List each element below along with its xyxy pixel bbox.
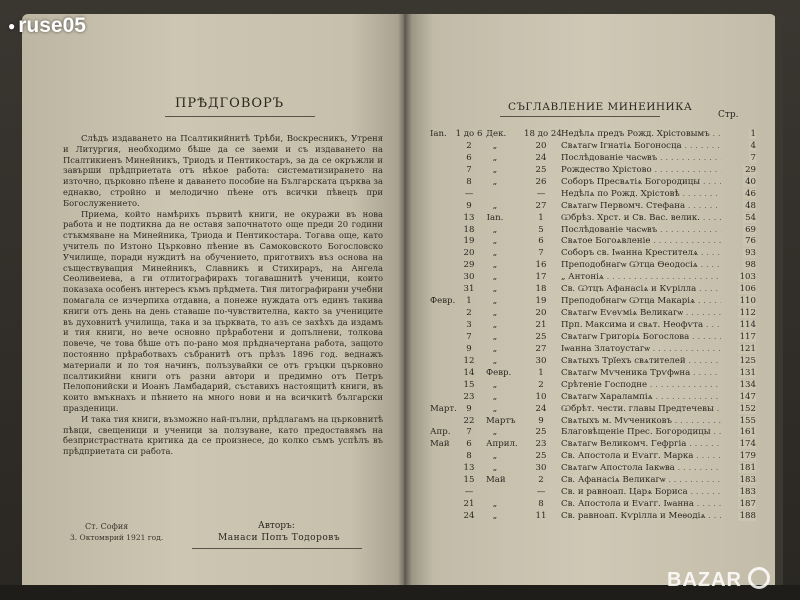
toc-month-old: „	[492, 164, 498, 175]
toc-page-cell	[722, 355, 756, 367]
toc-month-old: „	[492, 260, 498, 271]
toc-page-cell	[722, 283, 756, 295]
toc-page-cell	[722, 259, 756, 271]
toc-month-old: Ian.	[486, 212, 504, 223]
toc-day-old: 11	[535, 511, 547, 521]
toc-page-cell	[722, 176, 756, 188]
toc-day-old: 25	[535, 427, 547, 438]
toc-page-number: 7	[750, 152, 756, 163]
toc-day-old: 23	[535, 439, 547, 450]
toc-month-new: Март.	[430, 403, 457, 414]
toc-page-number: 4	[750, 140, 756, 151]
toc-page-cell	[722, 235, 756, 247]
toc-page-cell	[722, 486, 756, 498]
toc-page-cell	[722, 128, 756, 140]
toc-entry-title: Свѧтыхъ м. Мѵчениковъ . . .	[561, 415, 721, 427]
toc-day-old: 2	[538, 475, 544, 486]
toc-page-number: 147	[739, 391, 756, 402]
toc-row	[430, 415, 756, 427]
toc-month-old: Май	[486, 475, 506, 486]
toc-page-number: 183	[739, 487, 756, 498]
toc-page-cell	[722, 271, 756, 283]
toc-page-number: 152	[739, 403, 756, 414]
toc-entry-title: Св. Ѡтцъ Афанасіѧ и Кѵрілла . . .	[561, 283, 721, 295]
toc-page-number: 40	[745, 176, 756, 187]
title-rule	[165, 116, 315, 117]
toc-month-old: „	[492, 403, 498, 414]
toc-page-number: 179	[739, 451, 756, 462]
toc-page-cell	[722, 224, 756, 236]
toc-row	[430, 128, 756, 140]
toc-day-new: 9	[466, 200, 472, 211]
watermark: ● ruse05	[8, 14, 86, 37]
toc-day-new: 20	[463, 248, 475, 259]
toc-day-new: 8	[466, 451, 472, 462]
toc-page-cell	[722, 403, 756, 415]
preface-text	[63, 133, 383, 457]
toc-page-number: 125	[739, 355, 756, 366]
toc-title: СЪГЛАВЛЕНИЕ МИНЕИНИКА	[508, 101, 693, 113]
toc-day-old: 26	[535, 176, 547, 187]
toc-month-old: „	[492, 320, 498, 330]
toc-page-number: 93	[745, 248, 756, 259]
toc-page-number: 181	[739, 463, 756, 474]
toc-day-new: 21	[463, 499, 475, 510]
preface-title: ПРѢДГОВОРЪ	[175, 96, 285, 111]
toc-page-cell	[722, 415, 756, 427]
toc-month-old: Февр.	[486, 367, 512, 378]
toc-page-number: 110	[739, 296, 756, 307]
toc-page-number: 76	[745, 236, 756, 247]
toc-day-new: 13	[463, 463, 475, 474]
toc-entry-title: Ѡбрѣз. Хрст. и Св. Вас. велик. . . .	[561, 212, 721, 224]
toc-day-old: —	[536, 487, 546, 498]
author-name: Манаси Попъ Тодоровъ	[218, 533, 341, 543]
toc-entry-title: Свѧтыхъ Трїехъ свѧтителей . . .	[561, 355, 721, 367]
toc-month-old: „	[492, 463, 498, 474]
toc-month-old: Мартъ	[486, 415, 516, 426]
toc-row	[430, 486, 756, 498]
toc-day-new: 8	[466, 176, 472, 187]
toc-month-old: „	[492, 308, 498, 319]
toc-row	[430, 355, 756, 367]
toc-month-old: „	[492, 355, 498, 366]
author-rule	[192, 548, 362, 549]
cover-edge	[775, 14, 783, 600]
toc-day-old: 5	[538, 224, 544, 235]
toc-month-old: „	[492, 176, 498, 187]
toc-page-cell	[722, 426, 756, 438]
toc-page-cell	[722, 450, 756, 462]
toc-day-new: 6	[466, 152, 472, 163]
preface-paragraph: И така тия книги, възможно най-пълни, прѣдлагамъ на църковнитѣ пѣвци, свещеници и ученици за ползуване, като предоставямъ на безпристрастната критика да се произнесе, до колко съмъ успѣлъ въ прѣдприетата си работа.	[63, 413, 383, 457]
toc-entry-title: Недѣлѧ предъ Рожд. Хрістовымъ . . .	[561, 128, 721, 140]
toc-entry-title: Свѧтагѡ Великомч. Гефргіа . . .	[561, 438, 721, 450]
preface-paragraph: Слѣдъ издаването на Псалтикийнитѣ Трѣби, Воскресникъ, Утреня и Литургия, необходимо бѣше да се заеми и съ издаването на Псалтикиенъ Минейникъ, Триодъ и Пентикостаръ, за да се окръжли и завърши прѣдприетата отъ нѣкое работа: систематизирането на източно, църковно пѣене и даването пособие на Българската църква за еднакво, стройно и мелодично пѣене отъ всички пѣвецъ при Богослужението.	[63, 133, 383, 208]
toc-day-old: 30	[535, 355, 547, 366]
toc-entry-title: Св. равноап. Кѵрілла и Меѳодіѧ . . .	[561, 510, 721, 522]
toc-page-number: 46	[745, 188, 756, 199]
toc-entry-title: Св. Апостола и Еѵагг. Іѡанна . . .	[561, 498, 721, 510]
toc-month-old: „	[492, 248, 498, 259]
toc-entry-title: Рождество Хрістово . . .	[561, 164, 721, 176]
toc-page-number: 183	[739, 475, 756, 486]
toc-day-old: 1	[538, 212, 544, 223]
toc-page-cell	[722, 307, 756, 319]
toc-page-number: 131	[739, 367, 756, 378]
toc-entry-title: Іѡанна Златоустагѡ . . .	[561, 343, 721, 355]
toc-day-new: 2	[466, 140, 472, 151]
toc-page-number: 98	[745, 260, 756, 271]
toc-page-cell	[722, 212, 756, 224]
toc-page-cell	[722, 438, 756, 450]
toc-page-cell	[722, 462, 756, 474]
toc-day-new: 7	[466, 427, 472, 438]
toc-row	[430, 367, 756, 379]
toc-month-old: „	[492, 236, 498, 247]
toc-entry-title: Соборъ св. Іѡанна Крестителѧ . . .	[561, 247, 721, 259]
toc-month-old: Април.	[486, 439, 518, 450]
toc-row	[430, 307, 756, 319]
toc-row	[430, 474, 756, 486]
toc-page-cell	[722, 391, 756, 403]
toc-day-old: 24	[535, 403, 547, 414]
toc-entry-title: Свѧтагѡ Первомч. Стефана . . .	[561, 200, 721, 212]
toc-page-cell	[722, 498, 756, 510]
toc-day-old: 27	[535, 200, 547, 211]
toc-month-old: „	[492, 152, 498, 163]
toc-day-new: 15	[463, 475, 475, 486]
toc-month-new: Апр.	[430, 427, 451, 438]
toc-month-old: „	[492, 140, 498, 151]
toc-page-number: 114	[739, 320, 756, 330]
toc-row	[430, 140, 756, 152]
toc-month-old: „	[492, 331, 498, 342]
toc-row	[430, 247, 756, 259]
toc-month-old: Дек.	[486, 129, 507, 139]
toc-page-number: 188	[739, 511, 756, 521]
toc-row	[430, 224, 756, 236]
bazar-logo	[667, 567, 770, 592]
toc-entry-title: Св. Апостола и Еѵагг. Марка . . .	[561, 450, 721, 462]
toc-day-old: 2	[538, 379, 544, 390]
toc-day-old: 9	[538, 415, 544, 426]
toc-month-new: Ian.	[430, 129, 447, 139]
toc-day-old: 19	[535, 296, 547, 307]
toc-day-new: 6	[466, 439, 472, 450]
toc-row	[430, 510, 756, 522]
author-label: Авторъ:	[258, 521, 295, 531]
toc-entry-title: Соборъ Пресвѧтіѧ Богородицы . . .	[561, 176, 721, 188]
toc-entry-title: Свѧтагѡ Харалампіѧ . . .	[561, 391, 721, 403]
toc-page-cell	[722, 188, 756, 200]
toc-day-old: 18 до 24	[524, 129, 562, 139]
toc-row	[430, 188, 756, 200]
toc-day-new: 14	[463, 367, 475, 378]
toc-month-old: „	[492, 499, 498, 510]
toc-entry-title: Послѣдованіе часѡвъ . . .	[561, 224, 721, 236]
toc-month-old: „	[492, 427, 498, 438]
toc-day-new: —	[464, 487, 474, 498]
toc-month-old: „	[492, 391, 498, 402]
toc-day-new: 15	[463, 379, 475, 390]
toc-month-old: „	[492, 379, 498, 390]
toc-month-new: Май	[430, 439, 450, 450]
toc-entry-title: Преподобнагѡ Ѡтца Ѳеодосіѧ . . .	[561, 259, 721, 271]
toc-day-old: 20	[535, 308, 547, 319]
toc-row	[430, 259, 756, 271]
toc-page-cell	[722, 140, 756, 152]
toc-page-number: 117	[739, 331, 756, 342]
toc-day-old: 10	[535, 391, 547, 402]
toc-row	[430, 379, 756, 391]
toc-entry-title: Свѧтагѡ Григоріѧ Богослова . . .	[561, 331, 721, 343]
toc-entry-title: Срѣтеніе Господне . . .	[561, 379, 721, 391]
toc-row	[430, 212, 756, 224]
toc-day-old: 18	[535, 284, 547, 295]
toc-day-old: 21	[535, 320, 547, 330]
toc-day-new: 18	[463, 224, 475, 235]
toc-entry-title: Св. Афанасіѧ Великагѡ . . .	[561, 474, 721, 486]
toc-day-new: 22	[463, 415, 475, 426]
toc-month-old: „	[492, 511, 498, 521]
toc-page-cell	[722, 510, 756, 522]
toc-row	[430, 164, 756, 176]
toc-page-cell	[722, 152, 756, 164]
toc-day-new: 9	[466, 343, 472, 354]
toc-entry-title: Прп. Максима и свѧт. Неофѵта . . .	[561, 319, 721, 331]
preface-paragraph: Приема, който намѣрихъ първитѣ книги, не окуражи въ нова работа и не подтикна да не оставя започнатото още преди 20 години стъкмяване на Минейника, Триода и Пентикостара. Тогава още, като учитель по Изтоно Църковно пѣение въ Самоковското Богословско Училище, поради нуждитѣ на обучението, приготвихъ въз основа на съществуващия Минейникъ, Славникъ и Стихираръ, на Ангела Сеоливеиева, а ги отлитографирахъ тогавашнитѣ ученици, които показаха особенъ интересъ къмъ прѣдмета. Тия литографирани учебни помагала се изчерпиха отдавна, а понеже нуждата отъ единъ такива книги отъ день на день ставаше по-чувствителна, както за учениците въ духовнитѣ училища, така и за църквата, то азъ се захѣхъ да издамъ и тия книги, но вече основно прѣработени и допълнени, толкова повече, че това бѣше отъ по-рано моя прѣдначертана работа, защото постоянно прѣработвахъ събранитѣ отъ прѣзъ 1896 год. веднажъ материали и по тоя начинъ, полъзувайки се отъ гръцки църковно псалтикийни книги отъ разни автори и предимно отъ Петръ Пелопонийски и Иоанъ Ламбадарий, съставихъ настоящитѣ книги, въ които вмъкнахъ и пѣнието на много нови и на всичкитѣ български празденици.	[63, 208, 383, 413]
toc-row	[430, 235, 756, 247]
toc-page-number: 155	[739, 415, 756, 426]
toc-day-new: 7	[466, 331, 472, 342]
toc-day-new: 7	[466, 164, 472, 175]
toc-page-cell	[722, 343, 756, 355]
toc-entry-title: Свѧтое Богоѧвленіе . . .	[561, 235, 721, 247]
toc-page-cell	[722, 367, 756, 379]
toc-page-number: 112	[739, 308, 756, 319]
toc-day-new: 9	[466, 403, 472, 414]
toc-day-new: 24	[463, 511, 475, 521]
toc-day-old: 8	[538, 499, 544, 510]
toc-day-old: 6	[538, 236, 544, 247]
toc-day-old: 25	[535, 331, 547, 342]
toc-row	[430, 403, 756, 415]
toc-title-rule	[500, 116, 660, 117]
toc-page-number: 69	[745, 224, 756, 235]
toc-page-number: 29	[745, 164, 756, 175]
toc-row	[430, 498, 756, 510]
toc-row	[430, 176, 756, 188]
toc-day-new: 3	[466, 320, 472, 330]
book-gutter	[398, 14, 412, 600]
toc-page-number: 121	[739, 343, 756, 354]
toc-page-cell	[722, 331, 756, 343]
toc-row	[430, 283, 756, 295]
toc-row	[430, 200, 756, 212]
toc-entry-title: Свѧтагѡ Ігнатіѧ Богоносца . . .	[561, 140, 721, 152]
toc-entry-title: „ Антоніѧ . . .	[561, 271, 721, 283]
toc-day-old: 25	[535, 451, 547, 462]
toc-entry-title: Свѧтагѡ Мѵченика Трѵфѡна . . .	[561, 367, 721, 379]
toc-day-new: 13	[463, 212, 475, 223]
toc-day-new: 2	[466, 308, 472, 319]
toc-page-number: 187	[739, 499, 756, 510]
toc-page-cell	[722, 247, 756, 259]
toc-row	[430, 331, 756, 343]
toc-page-number: 161	[739, 427, 756, 438]
toc-page-cell	[722, 200, 756, 212]
toc-page-cell	[722, 295, 756, 307]
logo-ring-icon	[748, 567, 770, 589]
toc-entry-title: Ѡбрѣт. чести. главы Предтечевы . . .	[561, 403, 721, 415]
toc-day-old: 30	[535, 463, 547, 474]
toc-entry-title: Послѣдованіе часѡвъ . . .	[561, 152, 721, 164]
toc-day-new: 30	[463, 272, 475, 283]
toc-month-old: „	[492, 272, 498, 283]
toc-page-number: 1	[750, 129, 756, 139]
toc-day-new: 12	[463, 355, 475, 366]
toc-entry-title: Свѧтагѡ Апостола Іакѡва . . .	[561, 462, 721, 474]
toc-row	[430, 152, 756, 164]
toc-page-column-header: Стр.	[718, 110, 739, 120]
toc-day-new: 23	[463, 391, 475, 402]
toc-month-old: „	[492, 343, 498, 354]
toc-row	[430, 450, 756, 462]
toc-day-old: 25	[535, 164, 547, 175]
toc-row	[430, 295, 756, 307]
toc-page-number: 106	[739, 284, 756, 295]
toc-day-new: 31	[463, 284, 475, 295]
toc-day-old: 24	[535, 152, 547, 163]
toc-page-cell	[722, 474, 756, 486]
watermark-text: ruse05	[18, 14, 86, 37]
toc-row	[430, 271, 756, 283]
toc-page-number: 48	[745, 200, 756, 211]
toc-day-old: 17	[535, 272, 547, 283]
toc-page-cell	[722, 319, 756, 331]
toc-day-old: —	[536, 188, 546, 199]
toc-month-old: „	[492, 284, 498, 295]
toc-day-old: 16	[535, 260, 547, 271]
preface-place: Ст. София	[85, 522, 129, 531]
toc-row	[430, 438, 756, 450]
toc-page-cell	[722, 164, 756, 176]
toc-day-old: 7	[538, 248, 544, 259]
logo-text: BAZAR	[667, 569, 742, 591]
toc-row	[430, 426, 756, 438]
toc-day-new: 29	[463, 260, 475, 271]
toc-entry-title: Благовѣщеніе Прес. Богородицы . . .	[561, 426, 721, 438]
toc-entry-title: Св. и равноап. Царѧ Бориса . . .	[561, 486, 721, 498]
toc-page-cell	[722, 379, 756, 391]
toc-month-old: „	[492, 200, 498, 211]
toc-entry-title: Свѧтагѡ Еѵѳѵміѧ Великагѡ . . .	[561, 307, 721, 319]
toc-row	[430, 391, 756, 403]
toc-day-new: 1	[466, 296, 472, 307]
toc-row	[430, 319, 756, 331]
toc-row	[430, 343, 756, 355]
toc-month-old: „	[492, 296, 498, 307]
toc-day-new: 1 до 6	[455, 129, 483, 139]
toc-day-old: 20	[535, 140, 547, 151]
toc-entry-title: Преподобнагѡ Ѡтца Макаріѧ . . .	[561, 295, 721, 307]
toc-row	[430, 462, 756, 474]
toc-day-old: 1	[538, 367, 544, 378]
toc-month-old: „	[492, 224, 498, 235]
toc-day-new: —	[464, 188, 474, 199]
toc-page-number: 174	[739, 439, 756, 450]
toc-month-new: Февр.	[430, 296, 456, 307]
toc-day-new: 19	[463, 236, 475, 247]
toc-list	[430, 128, 756, 522]
toc-month-old: „	[492, 451, 498, 462]
preface-date: 3. Октомврий 1921 год.	[70, 533, 164, 542]
toc-page-number: 103	[739, 272, 756, 283]
toc-entry-title: Недѣлѧ по Рожд. Хрістовѣ . . .	[561, 188, 721, 200]
toc-page-number: 54	[745, 212, 756, 223]
toc-page-number: 134	[739, 379, 756, 390]
toc-day-old: 27	[535, 343, 547, 354]
